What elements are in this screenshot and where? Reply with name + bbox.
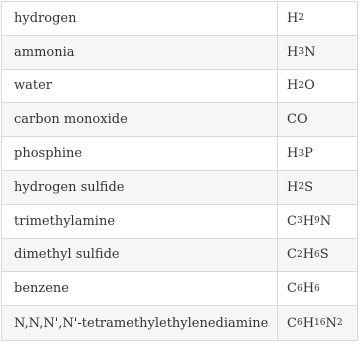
formula-element-symbol: H [302, 281, 315, 297]
compound-formula-table [1, 1, 358, 341]
formula-element-symbol: H [287, 44, 299, 60]
formula-element-symbol: H [287, 78, 299, 94]
formula-element-symbol: P [304, 146, 313, 162]
formula-element-symbol: H [287, 146, 299, 162]
chemical-formula-cell: H 2 S [287, 179, 313, 195]
formula-element-symbol: C [287, 213, 297, 229]
chemical-formula-cell: H 2 [287, 10, 305, 26]
chemical-formula-cell: C 6 H 16 N 2 [287, 315, 343, 331]
compound-name-cell: hydrogen [2, 2, 278, 35]
compound-name-cell: ammonia [2, 36, 278, 69]
table-row [2, 205, 357, 239]
formula-element-symbol: N [325, 315, 337, 331]
formula-element-symbol: N [319, 213, 332, 229]
table-row [2, 103, 357, 137]
formula-element-symbol: C [287, 315, 297, 331]
formula-element-symbol: C [287, 281, 297, 297]
formula-element-symbol: H [287, 10, 299, 26]
compound-name-cell: carbon monoxide [2, 103, 278, 136]
table-row [2, 36, 357, 70]
table-row [2, 171, 357, 205]
formula-element-symbol: O [304, 78, 315, 94]
chemical-formula-cell: C 2 H 6 S [287, 247, 329, 263]
chemical-formula-cell: H 3 P [287, 146, 313, 162]
chemical-formula-cell: C 6 H 6 [287, 281, 320, 297]
formula-element-symbol: S [319, 247, 329, 263]
compound-name-cell: phosphine [2, 137, 278, 170]
table-row [2, 272, 357, 306]
compound-name-cell: hydrogen sulfide [2, 171, 278, 204]
table-row [2, 306, 357, 340]
table-row [2, 239, 357, 273]
chemical-formula-cell: H 3 N [287, 44, 316, 60]
compound-name-cell: water [2, 70, 278, 103]
formula-element-symbol: S [304, 179, 313, 195]
compound-name-cell: N,N,N',N'-tetramethylethylenediamine [2, 306, 278, 340]
table-row [2, 2, 357, 36]
chemical-formula-cell [278, 103, 357, 136]
formula-element-symbol: H [302, 247, 315, 263]
chemical-formula-cell: C 3 H 9 N [287, 213, 332, 229]
formula-element-symbol: H [302, 315, 315, 331]
compound-name-cell: trimethylamine [2, 205, 278, 238]
table-row [2, 137, 357, 171]
formula-element-symbol: N [304, 44, 316, 60]
formula-element-symbol: H [302, 213, 315, 229]
formula-element-symbol: C [287, 247, 297, 263]
table-row [2, 70, 357, 104]
formula-element-symbol: H [287, 179, 299, 195]
chemical-formula-cell: H 2 O [287, 78, 315, 94]
formula-element-symbol: CO [287, 112, 308, 128]
compound-name-cell: benzene [2, 272, 278, 305]
compound-name-cell: dimethyl sulfide [2, 239, 278, 272]
